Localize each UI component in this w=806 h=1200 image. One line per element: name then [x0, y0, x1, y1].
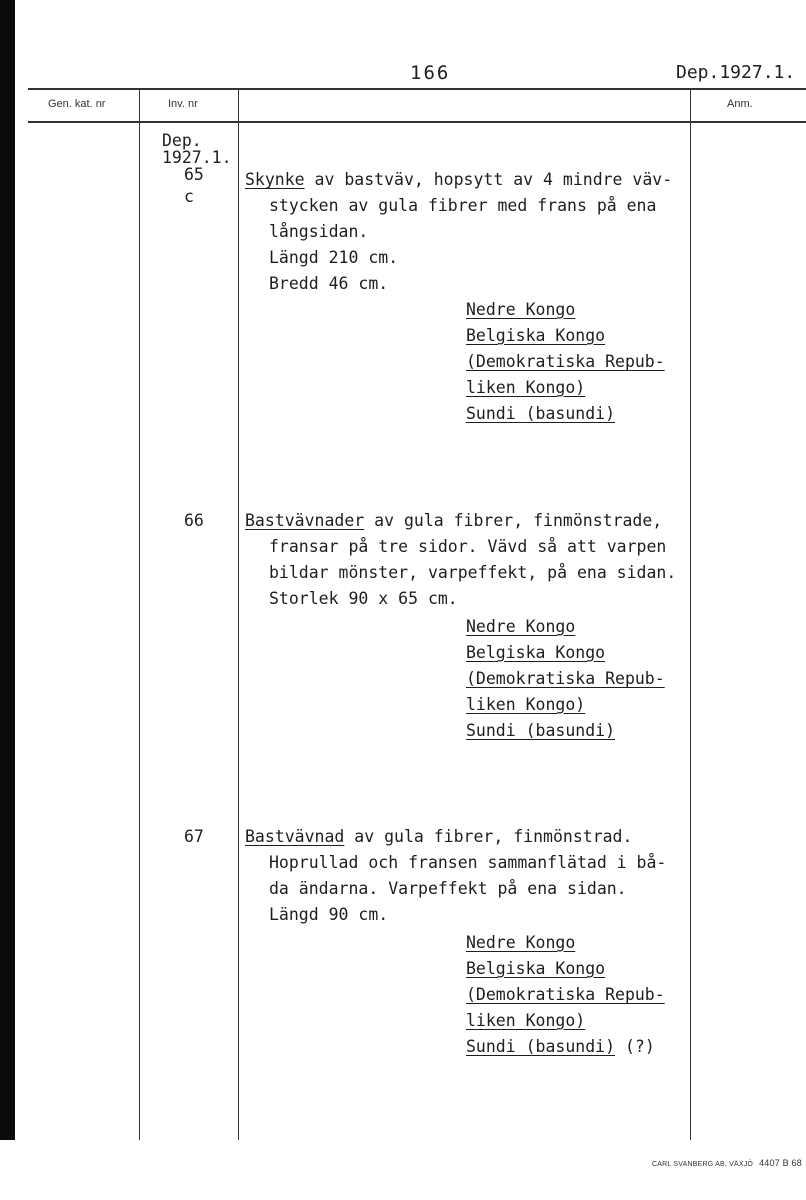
description-line: Storlek 90 x 65 cm.: [269, 589, 458, 608]
entry-description: [245, 824, 666, 928]
entry-description: [245, 167, 672, 297]
description-line: långsidan.: [269, 222, 369, 241]
item-title: Skynke: [245, 170, 305, 189]
description-line: [245, 167, 672, 193]
origin-block: [466, 930, 665, 1060]
printer-name: CARL SVANBERG AB, VÄXJÖ: [652, 1161, 754, 1168]
origin-block: [466, 297, 665, 427]
description-line: da ändarna. Varpeffekt på ena sidan.: [269, 879, 627, 898]
description-line: Hoprullad och fransen sammanflätad i bå-: [269, 853, 667, 872]
inv-number: [184, 508, 204, 534]
origin-line: Nedre Kongo: [466, 933, 576, 952]
inv-number-line: 67: [184, 827, 204, 846]
origin-line: (Demokratiska Repub-: [466, 669, 665, 688]
description-line: stycken av gula fibrer med frans på ena: [269, 196, 657, 215]
form-code: 4407 B 68: [759, 1158, 802, 1168]
description-line: fransar på tre sidor. Vävd så att varpen: [269, 537, 667, 556]
origin-line: (Demokratiska Repub-: [466, 352, 665, 371]
inv-number: [184, 824, 204, 850]
origin-line: Belgiska Kongo: [466, 326, 606, 345]
printer-imprint: [652, 1158, 802, 1168]
inv-number-line: 66: [184, 511, 204, 530]
origin-people: Sundi (basundi): [466, 721, 616, 740]
description-text: av gula fibrer, finmönstrade,: [364, 511, 663, 530]
deposit-reference: Dep.1927.1.: [676, 62, 796, 83]
description-line: Längd 90 cm.: [269, 905, 389, 924]
description-line: bildar mönster, varpeffekt, på ena sidan.: [269, 563, 677, 582]
entry-description: [245, 508, 676, 612]
inv-prefix-line: Dep.: [162, 131, 202, 150]
item-title: Bastvävnader: [245, 511, 365, 530]
description-line: Bredd 46 cm.: [269, 274, 389, 293]
origin-line: (Demokratiska Repub-: [466, 985, 665, 1004]
origin-line: liken Kongo): [466, 378, 586, 397]
inv-number: [184, 164, 204, 208]
description-line: [245, 508, 676, 534]
column-header-inv: Inv. nr: [168, 98, 198, 110]
inv-number-line: 65: [184, 165, 204, 184]
origin-line: liken Kongo): [466, 1011, 586, 1030]
column-header-anm: Anm.: [727, 98, 753, 110]
origin-line: Belgiska Kongo: [466, 643, 606, 662]
origin-line: liken Kongo): [466, 695, 586, 714]
column-header-gen-kat: Gen. kat. nr: [48, 98, 106, 110]
item-title: Bastvävnad: [245, 827, 345, 846]
description-line: Längd 210 cm.: [269, 248, 399, 267]
origin-line: [466, 401, 665, 427]
origin-people: Sundi (basundi): [466, 1037, 616, 1056]
column-divider-2: [238, 88, 239, 1140]
description-text: av gula fibrer, finmönstrad.: [344, 827, 633, 846]
column-divider-1: [139, 88, 140, 1140]
description-line: [245, 824, 666, 850]
column-divider-3: [690, 88, 691, 1140]
description-text: av bastväv, hopsytt av 4 mindre väv-: [304, 170, 673, 189]
origin-line: Nedre Kongo: [466, 300, 576, 319]
inv-number-line: c: [184, 187, 194, 206]
inv-prefix-line: 1927.1.: [162, 148, 232, 167]
origin-line: [466, 718, 665, 744]
origin-line: Belgiska Kongo: [466, 959, 606, 978]
origin-line: Nedre Kongo: [466, 617, 576, 636]
origin-block: [466, 614, 665, 744]
origin-line: [466, 1034, 665, 1060]
page-number: 166: [410, 62, 451, 84]
origin-people: Sundi (basundi): [466, 404, 616, 423]
page-left-edge-bar: [0, 0, 15, 1140]
inv-prefix: [162, 132, 232, 166]
origin-suffix: (?): [615, 1037, 655, 1056]
